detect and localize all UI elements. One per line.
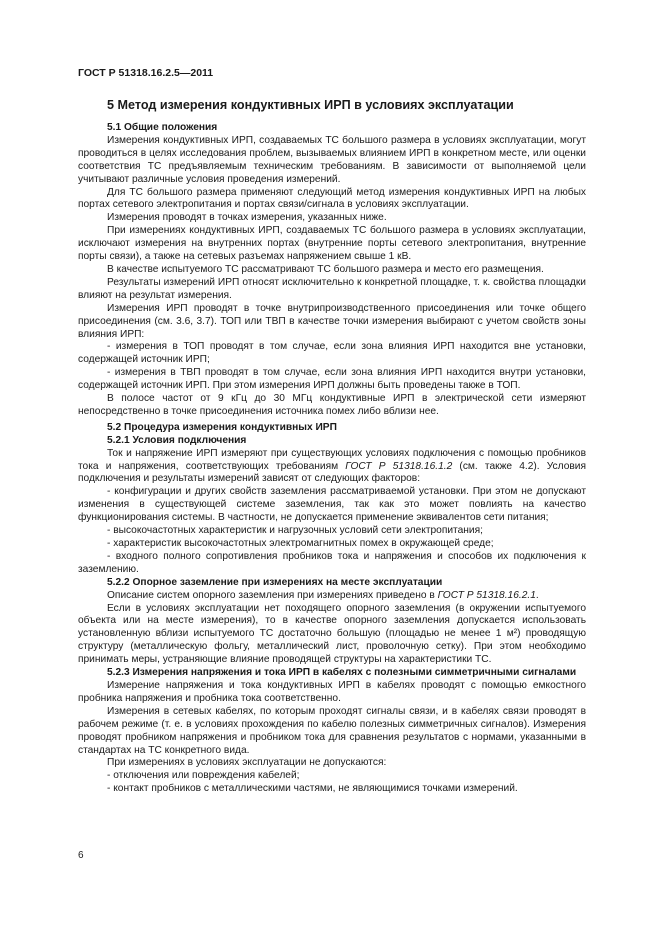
section-5-2-2-title: 5.2.2 Опорное заземление при измерениях на месте эксплуатации <box>107 576 443 588</box>
text-run: . <box>535 589 539 601</box>
paragraph: Для ТС большого размера применяют следующий метод измерения кондуктивных ИРП на любых портах сетевого электропитания и портах связи/сигнала в условиях эксплуатации. <box>78 186 586 211</box>
list-item: - контакт пробников с металлическими частями, не являющимися точками измерений. <box>107 783 518 795</box>
paragraph <box>78 448 586 487</box>
paragraph: Если в условиях эксплуатации нет походящего опорного заземления (в окружении испытуемого объекта или на месте измерения), то в качестве опорного заземления допускается использовать установленную вблизи испытуемого ТС достаточно большую (площадью не менее 1 м²) проводящую структуру (металлическую фольгу, металлический лист, проволочную сетку). При этом необходимо принимать меры, устраняющие влияние проводящей структуры на характеристики ТС. <box>78 602 586 666</box>
paragraph: Измерения в сетевых кабелях, по которым проходят сигналы связи, и в кабелях связи проводят в рабочем режиме (т. е. в условиях прохождения по кабелю полезных симметричных сигналов). Измерения проводят пробником напряжения и пробником тока для сравнения результатов с нормами, указанными в стандартах на ТС конкретного вида. <box>78 705 586 756</box>
section-5-2-1-title: 5.2.1 Условия подключения <box>107 434 247 446</box>
section-5-2-title: 5.2 Процедура измерения кондуктивных ИРП <box>107 421 337 433</box>
paragraph: Измерения кондуктивных ИРП, создаваемых ТС большого размера в условиях эксплуатации, могут проводиться в целях исследования проблем, вызываемых влиянием ИРП в конкретном месте, или оценки соответствия ТС предъявляемым техническим требованиям. В зависимости от выполняемой цели учитывают различные условия проведения измерений. <box>78 134 586 185</box>
standard-reference: ГОСТ Р 51318.16.1.2 <box>345 460 453 472</box>
document-body <box>78 98 586 796</box>
list-item: - высокочастотных характеристик и нагрузочных условий сети электропитания; <box>107 525 483 537</box>
list-item: - измерения в ТВП проводят в том случае, если зона влияния ИРП находится внутри установки, содержащей источник ИРП. При этом измерения ИРП должны быть проведены также в ТОП. <box>78 367 586 392</box>
paragraph: В качестве испытуемого ТС рассматривают ТС большого размера и место его размещения. <box>107 263 544 275</box>
text-run: Описание систем опорного заземления при измерениях приведено в <box>107 589 438 601</box>
document-header: ГОСТ Р 51318.16.2.5—2011 <box>78 67 214 79</box>
text-run: Ток и напряжение ИРП измеряют при существующих условиях подключения с помощью пробников тока и напряжения, соответствующих требованиям <box>78 447 586 472</box>
paragraph: Измерения ИРП проводят в точке внутрипроизводственного присоединения или точке общего присоединения (см. 3.6, 3.7). ТОП или ТВП в качестве точки измерения выбирают с учетом свойств зоны влияния ИРП: <box>78 302 586 340</box>
list-item: - измерения в ТОП проводят в том случае, если зона влияния ИРП находится вне установки, содержащей источник ИРП; <box>78 341 586 366</box>
paragraph: Измерение напряжения и тока кондуктивных ИРП в кабелях проводят с помощью емкостного пробника напряжения и пробника тока соответственно. <box>78 679 586 704</box>
paragraph <box>78 590 586 603</box>
paragraph: Измерения проводят в точках измерения, указанных ниже. <box>107 212 387 224</box>
list-item: - отключения или повреждения кабелей; <box>107 770 300 782</box>
standard-reference: ГОСТ Р 51318.16.2.1 <box>437 589 536 601</box>
section-5-1-title: 5.1 Общие положения <box>107 122 218 133</box>
paragraph: При измерениях в условиях эксплуатации не допускаются: <box>107 757 387 769</box>
page-number: 6 <box>78 850 84 861</box>
list-item: - входного полного сопротивления пробников тока и напряжения и способов их подключения к заземлению. <box>78 550 586 575</box>
paragraph: В полосе частот от 9 кГц до 30 МГц кондуктивные ИРП в электрической сети измеряют непосредственно в точке присоединения источника помех либо вблизи нее. <box>78 393 586 417</box>
list-item: - конфигурации и других свойств заземления рассматриваемой установки. При этом не допускают изменения в существующей системе заземления, так как это может повлиять на качество функционирования системы. В частности, не допускается применение эквивалентов сети питания; <box>78 486 586 524</box>
paragraph: При измерениях кондуктивных ИРП, создаваемых ТС большого размера в условиях эксплуатации, исключают измерения на внутренних портах (внутренние порты сетевого электропитания, внутренние порты связи), а также на сетевых разъемах напряжением свыше 1 кВ. <box>78 225 586 263</box>
section-5-2-3-title: 5.2.3 Измерения напряжения и тока ИРП в кабелях с полезными симметричными сигналами <box>107 667 577 679</box>
paragraph: Результаты измерений ИРП относят исключительно к конкретной площадке, т. к. свойства площадки влияют на результат измерения. <box>78 276 586 301</box>
list-item: - характеристик высокочастотных электромагнитных помех в окружающей среде; <box>107 538 494 549</box>
text-run: (см. также 4.2). Условия подключения и результаты измерений зависят от следующих факторов: <box>78 460 586 485</box>
section-5-title: 5 Метод измерения кондуктивных ИРП в условиях эксплуатации <box>107 98 514 112</box>
